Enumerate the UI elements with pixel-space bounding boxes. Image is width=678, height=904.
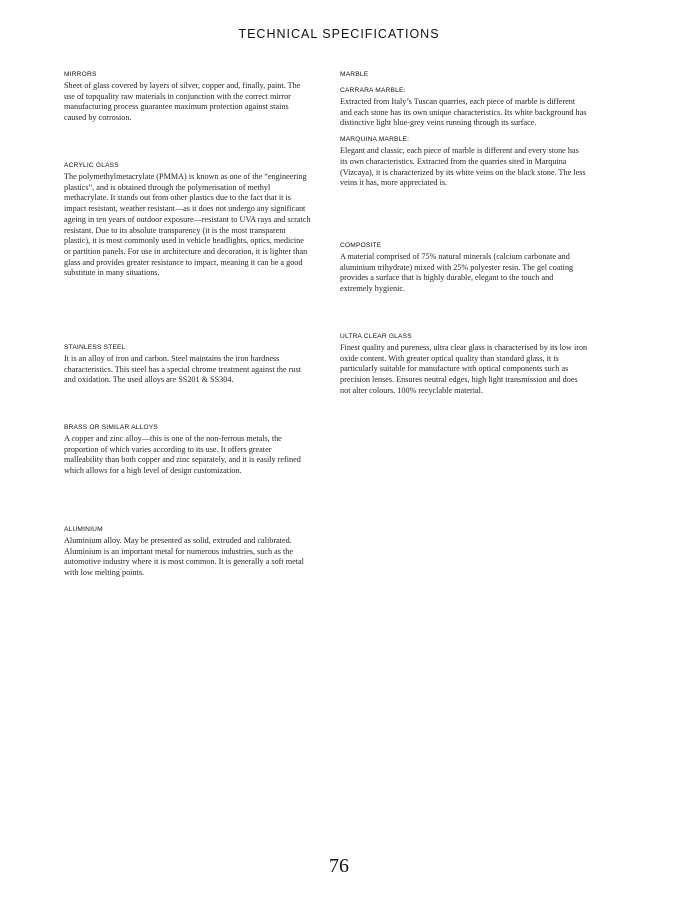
carrara-marble-heading: CARRARA MARBLE: xyxy=(340,87,406,94)
mirrors-text: Sheet of glass covered by layers of silver, copper and, finally, paint. The use of topquality raw materials in conjunction with the correct mirror manufacturing process guarantee maximum protection against stains caused by corrosion. xyxy=(64,81,301,123)
mirrors-heading: MIRRORS xyxy=(64,71,97,78)
section-composite xyxy=(340,241,588,295)
marble-heading: MARBLE xyxy=(340,71,369,78)
page-title: TECHNICAL SPECIFICATIONS xyxy=(238,27,440,41)
section-marble xyxy=(340,70,588,189)
marquina-marble-text: Elegant and classic, each piece of marble is different and every stone has its own characteristics. Extracted from the quarries sited in Marquina (Vizcaya), it is characterized by its white veins on the black stone. The less veins it has, more appreciated is. xyxy=(340,146,586,188)
carrara-marble-text: Extracted from Italy’s Tuscan quarries, each piece of marble is different and each stone has its own unique characteristics. Its white background has distinctive light blue-grey veins running through its surface. xyxy=(340,97,587,128)
stainless-steel-text: It is an alloy of iron and carbon. Steel maintains the iron hardness characteristics. This steel has a special chrome treatment against the rust and oxidation. The used alloys are SS201 & SS304. xyxy=(64,354,301,385)
acrylic-glass-text: The polymethylmetacrylate (PMMA) is known as one of the “engineering plastics”, and is obtained through the polymerisation of methyl methacrylate. It stands out from other plastics due to the fact that it is impact resistant, weather resistant—as it does not undergo any significant ageing in ten years of outdoor exposure—resistant to UVA rays and scratch resistant. Due to its absolute transparency (it is the most transparent plastic), it is most commonly used in vehicle headlights, optics, medicine or partition panels. For use in architecture and decoration, it is lighter than glass and provides greater resistance to impact, meaning it can be a good substitute in many situations. xyxy=(64,172,311,278)
section-mirrors xyxy=(64,70,312,124)
acrylic-glass-heading: ACRYLIC GLASS xyxy=(64,162,119,169)
ultra-clear-glass-heading: ULTRA CLEAR GLASS xyxy=(340,333,412,340)
section-aluminium xyxy=(64,525,312,579)
section-brass xyxy=(64,423,312,477)
marquina-marble-heading: MARQUINA MARBLE: xyxy=(340,136,410,144)
ultra-clear-glass-text: Finest quality and pureness, ultra clear glass is characterised by its low iron oxide content. With greater optical quality than standard glass, it is particularly suitable for manufacture with optical components such as precision lenses. Ensures neutral edges, high light transmission and does not alter colours. 100% recyclable material. xyxy=(340,343,588,395)
section-ultra-clear-glass xyxy=(340,332,588,397)
brass-text: A copper and zinc alloy—this is one of the non-ferrous metals, the proportion of which varies according to its use. It offers greater malleability than both copper and zinc separately, and it is easily refined which allows for a high level of design customization. xyxy=(64,434,301,476)
brass-heading: BRASS OR SIMILAR ALLOYS xyxy=(64,424,159,431)
section-stainless-steel xyxy=(64,343,312,386)
composite-heading: COMPOSITE xyxy=(340,242,382,249)
aluminium-heading: ALUMINIUM xyxy=(64,526,103,533)
page-number: 76 xyxy=(329,855,349,877)
section-acrylic-glass xyxy=(64,161,312,279)
aluminium-text: Aluminium alloy. May be presented as solid, extruded and calibrated. Aluminium is an important metal for numerous industries, such as the automotive industry where it is most common. It is generally a soft metal with low melting points. xyxy=(64,536,304,578)
stainless-steel-heading: STAINLESS STEEL xyxy=(64,344,126,351)
composite-text: A material comprised of 75% natural minerals (calcium carbonate and aluminium trihydrate) mixed with 25% polyester resin. The gel coating provides a surface that is highly durable, elegant to the touch and extremely hygienic. xyxy=(340,252,574,294)
